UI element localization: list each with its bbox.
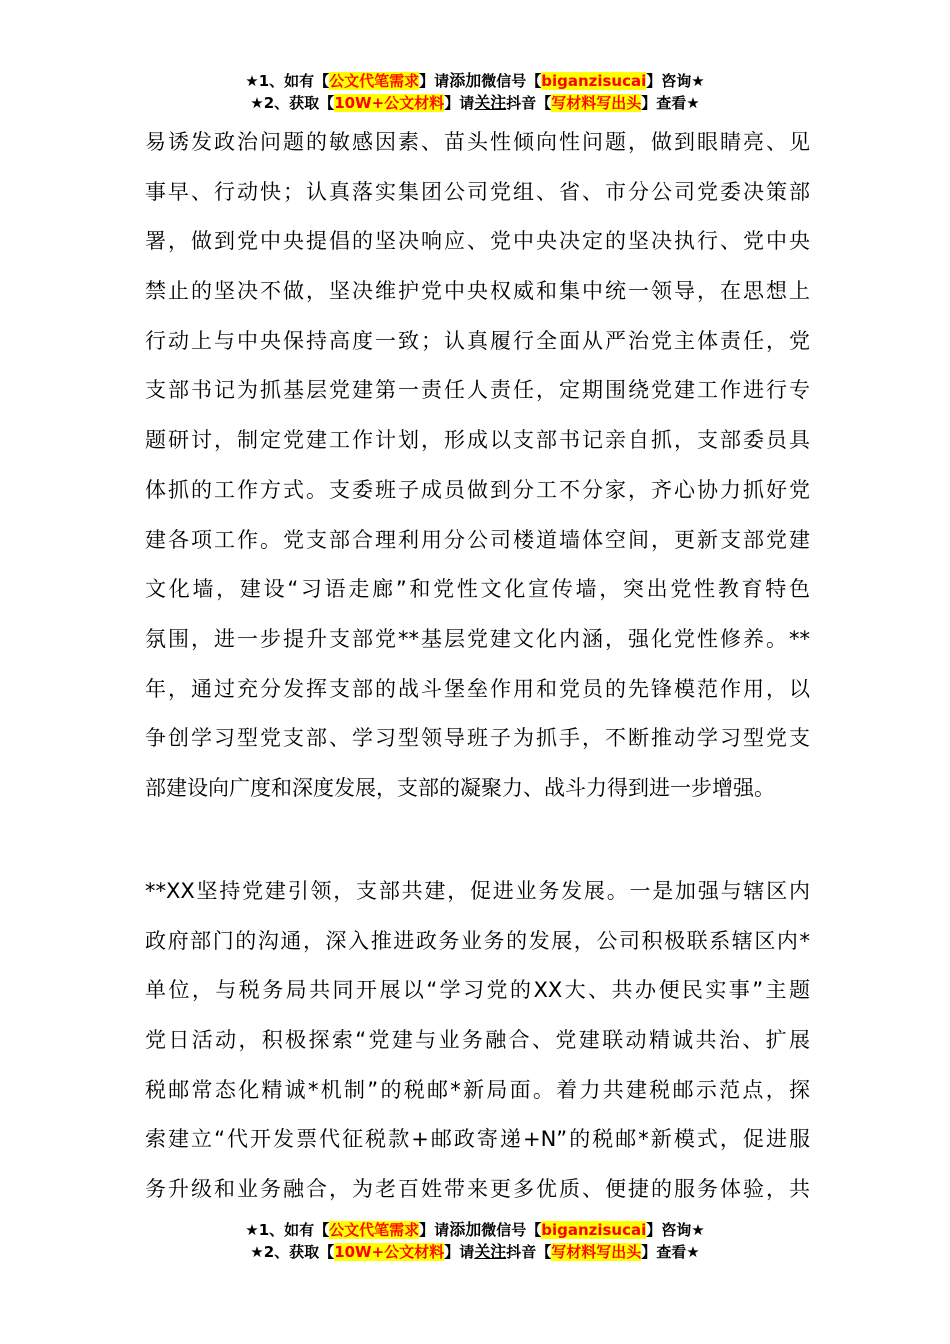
promo-line-2 (0, 92, 950, 114)
promo-text: ★2、获取【 (250, 94, 335, 112)
promo-highlight: 10W+公文材料 (334, 94, 445, 112)
promo-wechat-id: biganzisucai (541, 72, 647, 90)
text-line: 文化墙，建设“习语走廊”和党性文化宣传墙，突出党性教育特色 (145, 577, 810, 602)
promo-text: 微信号【 (481, 72, 542, 90)
promo-text: 】咨询★ (646, 1221, 705, 1239)
text-line: 行动上与中央保持高度一致；认真履行全面从严治党主体责任，党 (145, 328, 810, 353)
body-paragraph-1 (145, 118, 810, 814)
text-line: 争创学习型党支部、学习型领导班子为抓手，不断推动学习型党支 (145, 726, 810, 751)
promo-banner-top (0, 70, 950, 114)
promo-text: 】查看★ (641, 94, 700, 112)
promo-text: 】请 (444, 94, 475, 112)
promo-emphasis: 添加 (449, 1220, 482, 1239)
text-line: 署，做到党中央提倡的坚决响应、党中央决定的坚决执行、党中央 (145, 229, 810, 254)
text-line: 建各项工作。党支部合理利用分公司楼道墙体空间，更新支部党建 (145, 527, 810, 552)
text-line: 单位，与税务局共同开展以“学习党的XX大、共办便民实事”主题 (145, 978, 810, 1003)
promo-text: 】查看★ (641, 1243, 700, 1261)
text-line: 体抓的工作方式。支委班子成员做到分工不分家，齐心协力抓好党 (145, 477, 810, 502)
text-line: 易诱发政治问题的敏感因素、苗头性倾向性问题，做到眼睛亮、见 (145, 130, 810, 154)
text-line: 年，通过充分发挥支部的战斗堡垒作用和党员的先锋模范作用，以 (145, 676, 810, 701)
promo-emphasis: 关注 (474, 1242, 507, 1261)
promo-line-1 (0, 1219, 950, 1241)
promo-text: ★1、如有【 (245, 1221, 330, 1239)
promo-text: 】咨询★ (646, 72, 705, 90)
text-line: 题研讨，制定党建工作计划，形成以支部书记亲自抓，支部委员具 (145, 428, 810, 453)
text-line: 禁止的坚决不做，坚决维护党中央权威和集中统一领导，在思想上 (145, 279, 810, 304)
promo-text: ★1、如有【 (245, 72, 330, 90)
promo-text: 微信号【 (481, 1221, 542, 1239)
text-line: 务升级和业务融合，为老百姓带来更多优质、便捷的服务体验，共 (145, 1177, 810, 1202)
text-line: 税邮常态化精诚*机制”的税邮*新局面。着力共建税邮示范点，探 (145, 1077, 810, 1102)
promo-text: 】请 (419, 1221, 450, 1239)
promo-text: 】请 (419, 72, 450, 90)
promo-highlight: 公文代笔需求 (329, 1221, 420, 1239)
text-line: 支部书记为抓基层党建第一责任人责任，定期围绕党建工作进行专 (145, 378, 810, 403)
text-line: 事早、行动快；认真落实集团公司党组、省、市分公司党委决策部 (145, 179, 810, 204)
promo-highlight: 写材料写出头 (551, 1243, 642, 1261)
promo-highlight: 写材料写出头 (551, 94, 642, 112)
promo-text: ★2、获取【 (250, 1243, 335, 1261)
promo-highlight: 公文代笔需求 (329, 72, 420, 90)
promo-highlight: 10W+公文材料 (334, 1243, 445, 1261)
text-line: 政府部门的沟通，深入推进政务业务的发展，公司积极联系辖区内* (145, 928, 810, 953)
text-line: 氛围，进一步提升支部党**基层党建文化内涵，强化党性修养。** (145, 626, 810, 651)
body-paragraph-2 (145, 867, 810, 1215)
promo-text: 】请 (444, 1243, 475, 1261)
promo-emphasis: 关注 (474, 93, 507, 112)
text-line: 部建设向广度和深度发展，支部的凝聚力、战斗力得到进一步增强。 (145, 775, 775, 800)
promo-line-2 (0, 1241, 950, 1263)
promo-text: 抖音【 (506, 94, 552, 112)
promo-emphasis: 添加 (449, 71, 482, 90)
promo-text: 抖音【 (506, 1243, 552, 1261)
text-line: 索建立“代开发票代征税款+邮政寄递+N”的税邮*新模式，促进服 (145, 1127, 810, 1152)
text-line: 党日活动，积极探索“党建与业务融合、党建联动精诚共治、扩展 (145, 1028, 810, 1053)
promo-banner-bottom (0, 1219, 950, 1263)
promo-wechat-id: biganzisucai (541, 1221, 647, 1239)
promo-line-1 (0, 70, 950, 92)
text-line: **XX坚持党建引领，支部共建，促进业务发展。一是加强与辖区内 (145, 879, 810, 903)
